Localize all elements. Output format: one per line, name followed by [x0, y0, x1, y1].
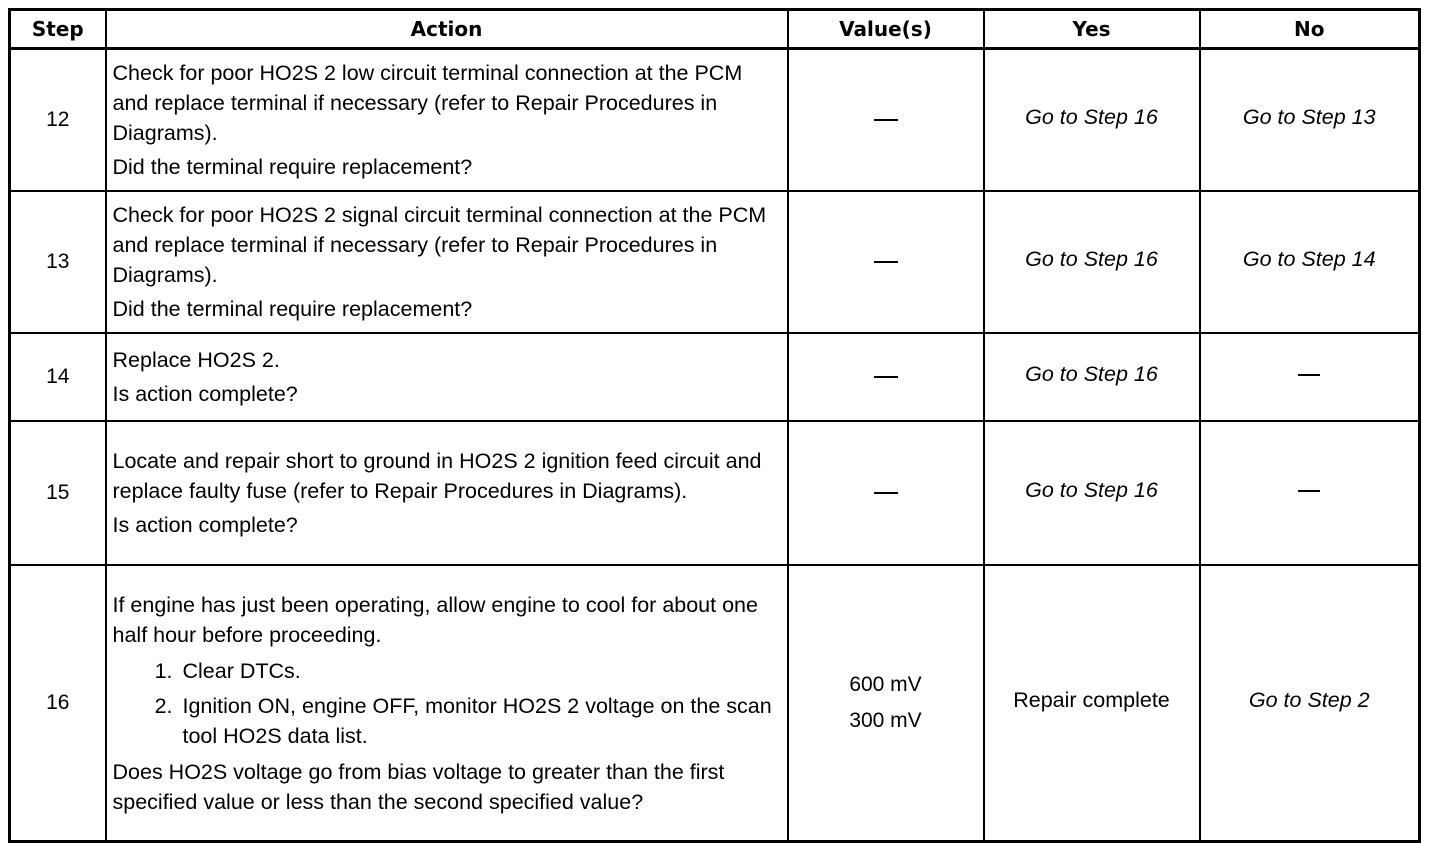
yes-cell: Go to Step 16 — [984, 333, 1200, 421]
yes-cell: Go to Step 16 — [984, 49, 1200, 192]
list-item: 1. Clear DTCs. — [179, 656, 779, 686]
header-no: No — [1200, 10, 1420, 49]
action-question: Is action complete? — [112, 513, 298, 537]
header-step: Step — [10, 10, 106, 49]
no-cell — [1200, 333, 1420, 421]
header-action: Action — [106, 10, 788, 49]
action-text: Check for poor HO2S 2 signal circuit terminal connection at the PCM and replace terminal if necessary (refer to Repair Procedures in Diagrams). — [112, 203, 767, 287]
first-specified-value: 600 mV — [849, 673, 922, 696]
value-cell — [788, 333, 984, 421]
action-question: Is action complete? — [112, 382, 298, 406]
action-question: Did the terminal require replacement? — [112, 297, 473, 321]
yes-cell: Go to Step 16 — [984, 191, 1200, 333]
value-cell — [788, 421, 984, 565]
no-cell: Go to Step 14 — [1200, 191, 1420, 333]
table-row — [10, 565, 1420, 842]
step-number: 12 — [10, 49, 106, 192]
dash-icon — [874, 119, 898, 121]
action-text: Replace HO2S 2. — [112, 348, 280, 372]
action-question: Did the terminal require replacement? — [112, 155, 473, 179]
value-cell — [788, 191, 984, 333]
dash-icon — [1298, 374, 1320, 376]
step-number: 16 — [10, 565, 106, 842]
table-row — [10, 191, 1420, 333]
action-cell — [106, 49, 788, 192]
yes-cell: Go to Step 16 — [984, 421, 1200, 565]
action-text: If engine has just been operating, allow engine to cool for about one half hour before proceeding. — [112, 592, 758, 647]
dash-icon — [874, 492, 898, 494]
action-cell — [106, 191, 788, 333]
value-cell — [788, 49, 984, 192]
list-item: 2. Ignition ON, engine OFF, monitor HO2S 2 voltage on the scan tool HO2S data list. — [179, 691, 779, 751]
value-cell — [788, 565, 984, 842]
action-text: Check for poor HO2S 2 low circuit terminal connection at the PCM and replace terminal if necessary (refer to Repair Procedures in Diagrams). — [112, 61, 743, 145]
action-cell — [106, 421, 788, 565]
header-yes: Yes — [984, 10, 1200, 49]
dash-icon — [874, 261, 898, 263]
header-values: Value(s) — [788, 10, 984, 49]
dash-icon — [1298, 490, 1320, 492]
table-row — [10, 421, 1420, 565]
no-cell: Go to Step 2 — [1200, 565, 1420, 842]
action-cell — [106, 333, 788, 421]
step-number: 13 — [10, 191, 106, 333]
action-step-list — [113, 656, 779, 751]
second-specified-value: 300 mV — [849, 709, 922, 732]
table-row — [10, 333, 1420, 421]
dash-icon — [874, 376, 898, 378]
diagnostic-table-sheet — [8, 8, 1418, 843]
action-text: Locate and repair short to ground in HO2S 2 ignition feed circuit and replace faulty fuse (refer to Repair Procedures in Diagrams). — [112, 449, 762, 503]
step-number: 15 — [10, 421, 106, 565]
table-row — [10, 49, 1420, 192]
no-cell: Go to Step 13 — [1200, 49, 1420, 192]
step-number: 14 — [10, 333, 106, 421]
yes-cell: Repair complete — [984, 565, 1200, 842]
header-row — [10, 10, 1420, 49]
diagnostic-table — [8, 8, 1421, 843]
action-cell — [106, 565, 788, 842]
no-cell — [1200, 421, 1420, 565]
action-question: Does HO2S voltage go from bias voltage to greater than the first specified value or less than the second specified value? — [112, 759, 725, 814]
